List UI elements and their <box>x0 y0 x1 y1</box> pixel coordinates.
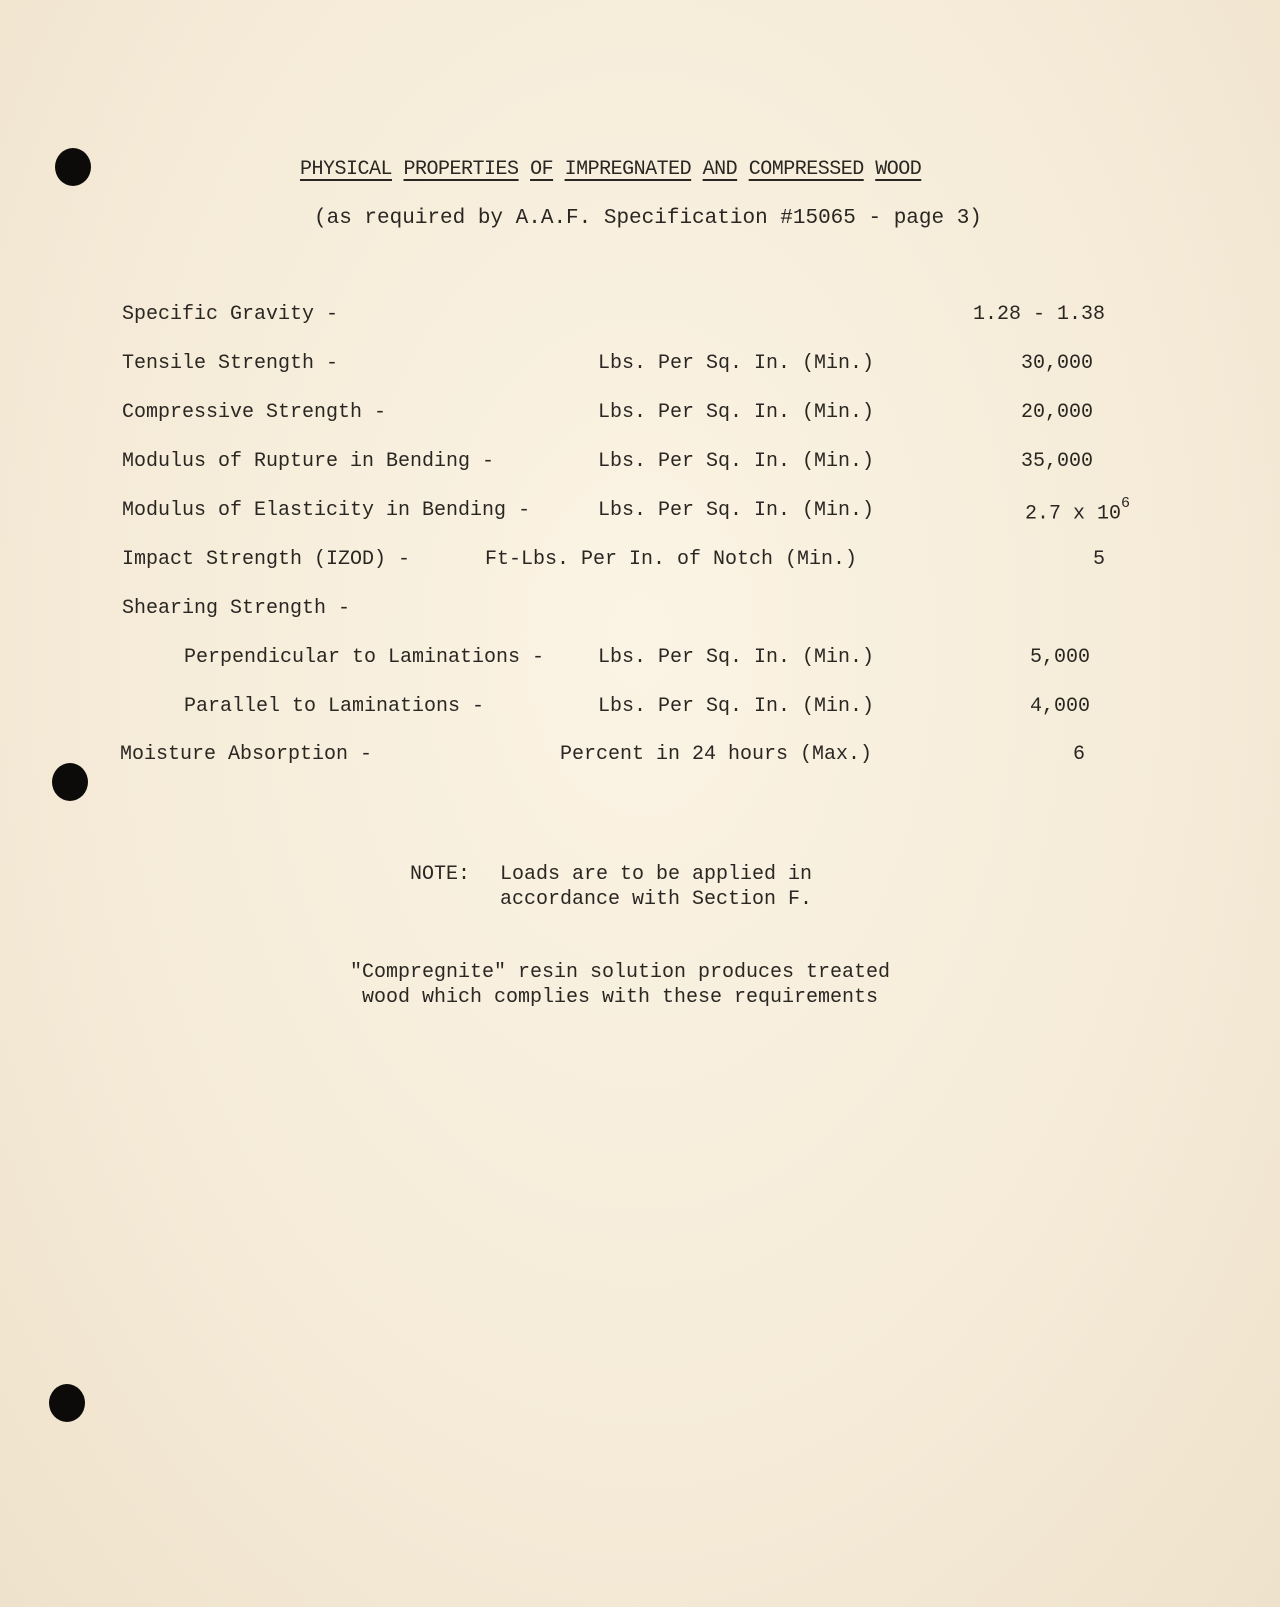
title-word: WOOD <box>875 158 922 181</box>
property-value: 30,000 <box>1020 352 1093 375</box>
title-word: PROPERTIES <box>403 158 519 181</box>
property-value <box>1024 495 1130 526</box>
property-label: Modulus of Rupture in Bending - <box>122 450 495 473</box>
title-word: COMPRESSED <box>748 158 864 181</box>
page-title <box>300 158 980 181</box>
title-word: AND <box>702 158 738 181</box>
title-word: OF <box>530 158 554 181</box>
property-row-compressive-strength <box>0 401 1280 431</box>
property-row-modulus-rupture <box>0 450 1280 480</box>
property-row-shearing-strength <box>0 597 1280 627</box>
property-label: Perpendicular to Laminations - <box>184 646 545 669</box>
property-unit: Lbs. Per Sq. In. (Min.) <box>598 450 875 473</box>
property-row-impact-strength <box>0 548 1280 578</box>
property-row-moisture-absorption <box>0 743 1280 773</box>
property-label: Shearing Strength - <box>122 597 351 620</box>
property-label: Moisture Absorption - <box>120 743 373 766</box>
value-base: 2.7 x 10 <box>1024 502 1121 526</box>
property-unit: Lbs. Per Sq. In. (Min.) <box>598 646 875 669</box>
property-value: 6 <box>1072 743 1085 766</box>
binder-hole-bottom <box>49 1384 85 1422</box>
property-value: 20,000 <box>1020 401 1093 424</box>
property-value: 4,000 <box>1029 695 1090 718</box>
property-unit: Percent in 24 hours (Max.) <box>560 743 873 766</box>
note-line-1: Loads are to be applied in <box>500 863 813 886</box>
page-subtitle: (as required by A.A.F. Specification #15065 - page 3) <box>314 207 982 230</box>
property-value: 1.28 - 1.38 <box>972 303 1105 326</box>
property-label: Compressive Strength - <box>122 401 387 424</box>
property-label: Specific Gravity - <box>122 303 339 326</box>
closing-statement <box>325 960 915 1010</box>
property-unit: Lbs. Per Sq. In. (Min.) <box>598 499 875 522</box>
property-label: Impact Strength (IZOD) - <box>122 548 411 571</box>
property-row-specific-gravity <box>0 303 1280 333</box>
property-unit: Lbs. Per Sq. In. (Min.) <box>598 352 875 375</box>
property-row-tensile-strength <box>0 352 1280 382</box>
property-unit: Lbs. Per Sq. In. (Min.) <box>598 401 875 424</box>
property-unit: Ft-Lbs. Per In. of Notch (Min.) <box>485 548 858 571</box>
property-row-perpendicular <box>0 646 1280 676</box>
closing-line-2: wood which complies with these requirements <box>361 986 879 1009</box>
note-line-2: accordance with Section F. <box>500 888 813 911</box>
value-exponent: 6 <box>1120 495 1130 512</box>
property-row-modulus-elasticity <box>0 495 1280 529</box>
binder-hole-top <box>55 148 91 186</box>
property-row-parallel <box>0 695 1280 725</box>
title-word: PHYSICAL <box>300 158 393 181</box>
property-value: 35,000 <box>1020 450 1093 473</box>
title-word: IMPREGNATED <box>564 158 692 181</box>
note-text <box>500 862 812 912</box>
property-label: Tensile Strength - <box>122 352 339 375</box>
note-prefix: NOTE: <box>410 863 471 886</box>
property-value: 5,000 <box>1029 646 1090 669</box>
property-unit: Lbs. Per Sq. In. (Min.) <box>598 695 875 718</box>
property-value: 5 <box>1092 548 1105 571</box>
property-label: Modulus of Elasticity in Bending - <box>122 499 531 522</box>
property-label: Parallel to Laminations - <box>184 695 485 718</box>
closing-line-1: "Compregnite" resin solution produces treated <box>349 961 891 984</box>
